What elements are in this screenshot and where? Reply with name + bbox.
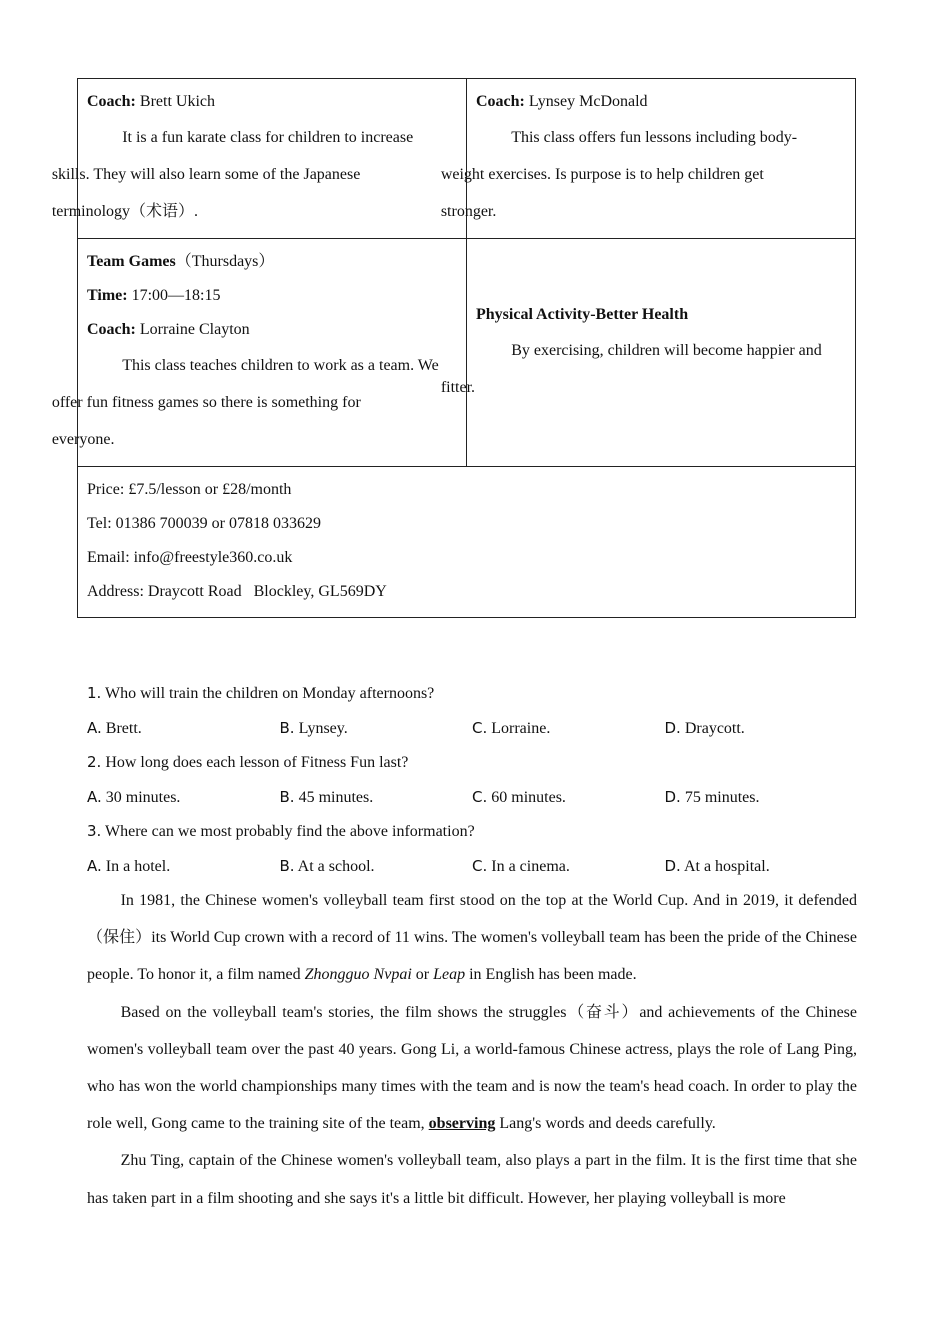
option-letter: B. (279, 718, 295, 737)
option-b[interactable] (280, 711, 473, 746)
fitness-class-cell (440, 79, 856, 239)
question-text: Who will train the children on Monday afternoons? (101, 685, 435, 702)
paragraph-text: In 1981, the Chinese women's volleyball team first stood on the top at the World Cup. And in 2019, it defended（保住）its World Cup crown with a record of 11 wins. The women's volleyball team has been the pride of the Chinese people. To honor it, a film named (87, 892, 857, 984)
option-text: At a hospital. (680, 857, 770, 875)
option-letter: A. (87, 856, 102, 875)
option-text: Brett. (101, 719, 142, 737)
option-letter: B. (279, 787, 295, 806)
desc-line: fitter. (440, 378, 476, 396)
coach-name: Lorraine Clayton (135, 321, 250, 338)
desc-line: This class teaches children to work as a team. We (122, 357, 439, 374)
option-a[interactable] (87, 780, 280, 815)
class-info-table (51, 78, 856, 618)
underlined-word: observing (428, 1115, 496, 1133)
question-number: 1. (87, 684, 102, 702)
option-text: 45 minutes. (294, 788, 374, 806)
option-letter: D. (664, 787, 681, 806)
coach-label: Coach: (476, 93, 525, 110)
option-b[interactable] (280, 780, 473, 815)
health-info-cell (440, 239, 856, 467)
paragraph-2 (87, 994, 857, 1143)
paragraph-text: in English has been made. (465, 966, 637, 984)
coach-name: Lynsey McDonald (524, 93, 648, 110)
table-row (78, 467, 856, 618)
option-text: 75 minutes. (680, 788, 760, 806)
coach-name: Brett Ukich (135, 93, 215, 110)
paragraph-text: Lang's words and deeds carefully. (495, 1115, 716, 1133)
email-text: Email: info@freestyle360.co.uk (87, 549, 293, 566)
coach-label: Coach: (87, 321, 136, 338)
coach-label: Coach: (87, 93, 136, 110)
time-label: Time: (87, 287, 128, 304)
options-3 (87, 849, 857, 884)
desc-line: offer fun fitness games so there is something for (51, 394, 361, 411)
option-c[interactable] (472, 849, 665, 884)
health-description (440, 332, 846, 406)
desc-line: This class offers fun lessons including body- (511, 129, 798, 146)
price-text: Price: £7.5/lesson or £28/month (87, 481, 292, 498)
option-letter: D. (664, 856, 681, 875)
option-text: In a cinema. (487, 857, 570, 875)
options-2 (87, 780, 857, 815)
desc-line: everyone. (51, 431, 115, 448)
question-number: 3. (87, 822, 102, 840)
tel-text: Tel: 01386 700039 or 07818 033629 (87, 515, 321, 532)
option-letter: C. (472, 856, 488, 875)
option-d[interactable] (665, 780, 858, 815)
question-3 (87, 814, 857, 849)
option-d[interactable] (665, 849, 858, 884)
option-a[interactable] (87, 711, 280, 746)
desc-line: weight exercises. Is purpose is to help children get (440, 166, 764, 183)
desc-line: By exercising, children will become happier and (511, 341, 822, 359)
option-text: Lynsey. (294, 719, 348, 737)
option-c[interactable] (472, 711, 665, 746)
question-text: Where can we most probably find the above information? (101, 823, 475, 840)
karate-class-cell (51, 79, 467, 239)
option-text: 60 minutes. (487, 788, 566, 806)
desc-line: stronger. (440, 203, 497, 220)
desc-line: skills. They will also learn some of the Japanese (51, 166, 361, 183)
option-letter: D. (664, 718, 681, 737)
class-description (51, 119, 457, 230)
class-description (51, 347, 457, 458)
paragraph-text: Based on the volleyball team's stories, the film shows the struggles（奋斗）and achievements of the Chinese women's volleyball team over the past 40 years. Gong Li, a world-famous Chinese actress, plays the role of Lang Ping, who has won the world championships many times with the team and is now the team's head coach. In order to play the role well, Gong came to the training site of the team, (87, 1003, 857, 1133)
question-number: 2. (87, 753, 102, 771)
time-value: 17:00—18:15 (127, 287, 221, 304)
team-games-cell (51, 239, 467, 467)
option-a[interactable] (87, 849, 280, 884)
paragraph-text: or (411, 966, 434, 984)
questions-section (87, 676, 857, 883)
table-row (78, 239, 856, 467)
class-day: （Thursdays） (175, 253, 275, 270)
option-text: Draycott. (680, 719, 745, 737)
table-row (78, 79, 856, 239)
option-text: 30 minutes. (101, 788, 181, 806)
paragraph-1 (87, 882, 857, 994)
contact-cell (78, 467, 856, 618)
option-letter: C. (472, 787, 488, 806)
address-text: Address: Draycott Road Blockley, GL569DY (87, 583, 387, 600)
option-letter: B. (279, 856, 295, 875)
option-c[interactable] (472, 780, 665, 815)
film-title-english: Leap (433, 966, 466, 984)
option-letter: A. (87, 718, 102, 737)
option-text: At a school. (294, 857, 375, 875)
option-letter: A. (87, 787, 102, 806)
option-letter: C. (472, 718, 488, 737)
option-text: Lorraine. (487, 719, 551, 737)
option-b[interactable] (280, 849, 473, 884)
health-title: Physical Activity-Better Health (476, 305, 689, 323)
desc-line: terminology（术语）. (51, 203, 199, 220)
option-d[interactable] (665, 711, 858, 746)
question-1 (87, 676, 857, 711)
question-2 (87, 745, 857, 780)
paragraph-3: Zhu Ting, captain of the Chinese women's volleyball team, also plays a part in the film. It is the first time that she has taken part in a film shooting and she says it's a little bit difficult. However, her playing volleyball is more (87, 1152, 857, 1207)
film-title: Zhongguo Nvpai (304, 966, 412, 984)
question-text: How long does each lesson of Fitness Fun last? (101, 754, 409, 771)
reading-passage (87, 882, 857, 1217)
option-text: In a hotel. (101, 857, 171, 875)
desc-line: It is a fun karate class for children to increase (122, 129, 414, 146)
class-title: Team Games (87, 253, 176, 270)
options-1 (87, 711, 857, 746)
class-description (440, 119, 846, 230)
